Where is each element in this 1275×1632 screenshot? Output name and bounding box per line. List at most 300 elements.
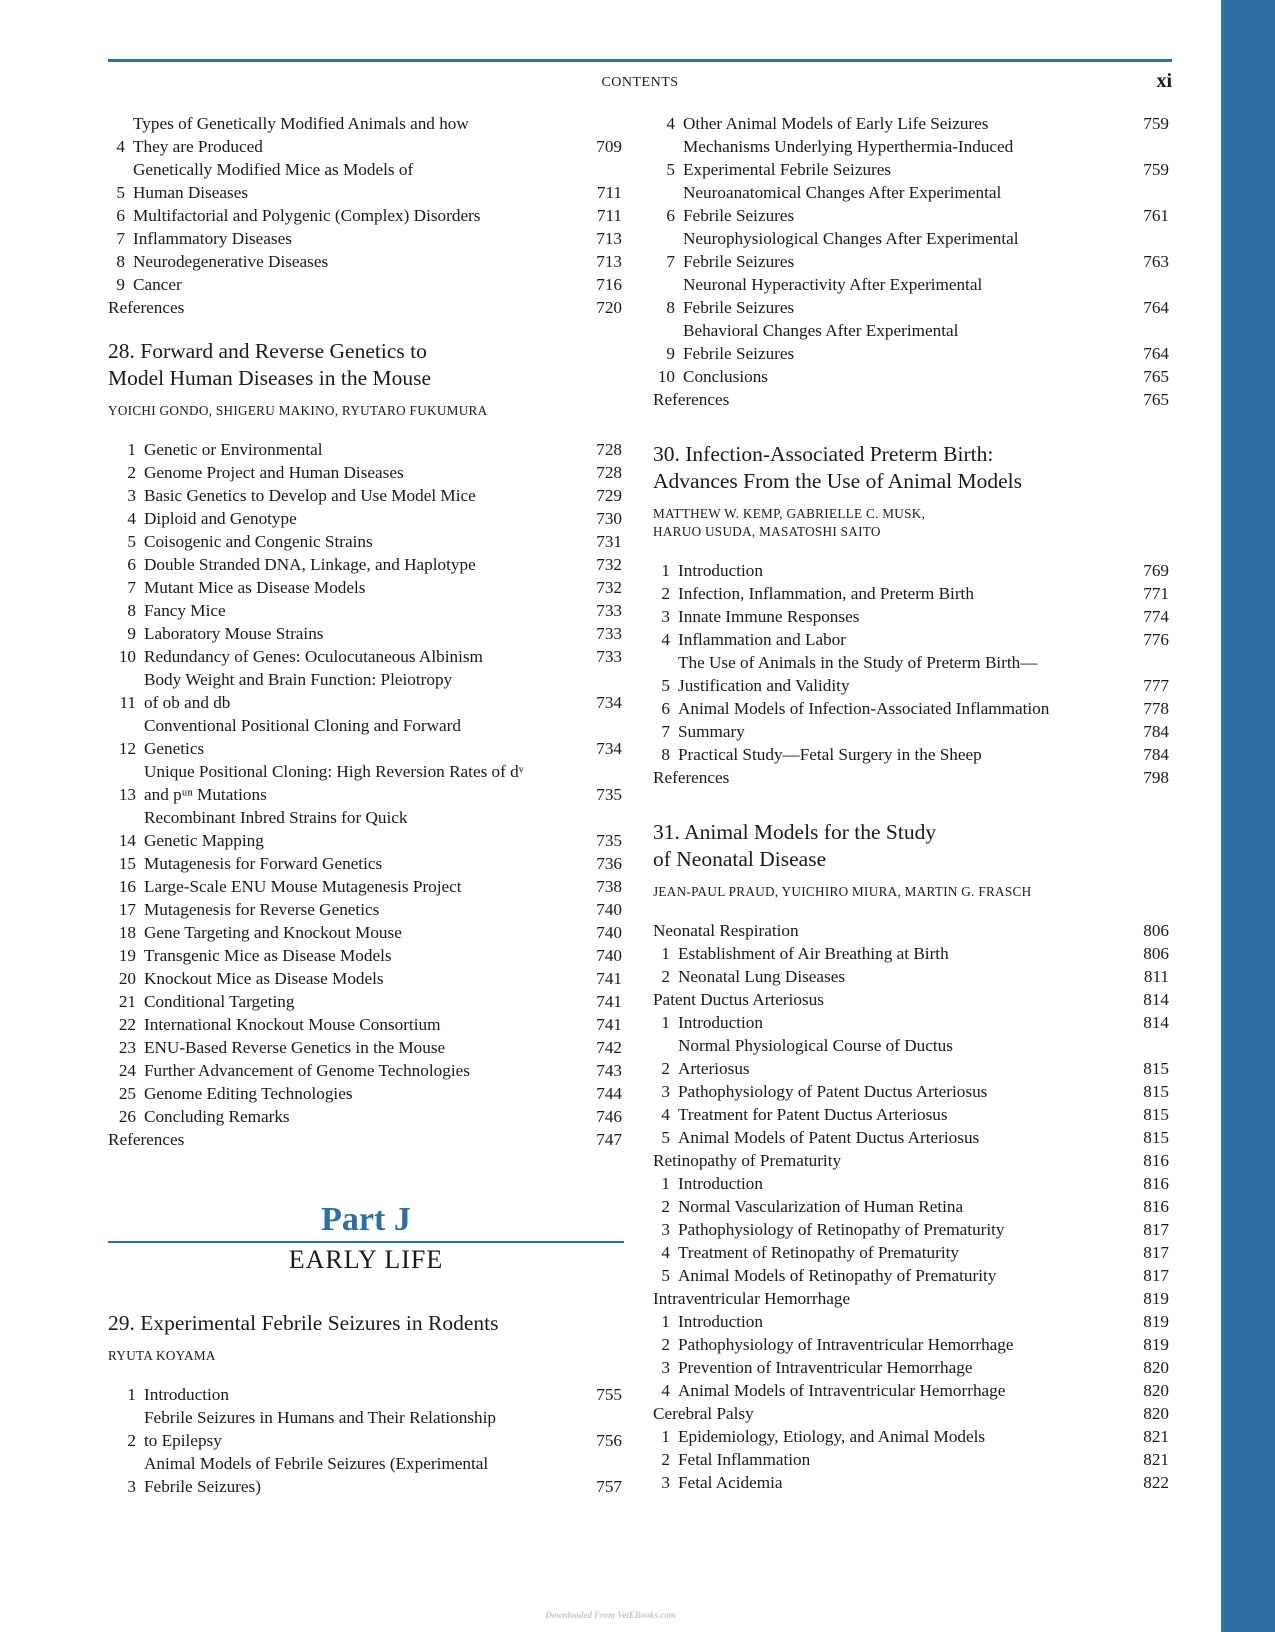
entry-title bbox=[678, 1011, 1129, 1034]
entry-number: 4 bbox=[666, 114, 675, 133]
toc-entry[interactable] bbox=[108, 1082, 622, 1105]
toc-entry[interactable] bbox=[653, 1126, 1169, 1149]
toc-entry[interactable] bbox=[108, 1036, 622, 1059]
section-heading-page: 819 bbox=[1143, 1289, 1169, 1308]
entry-title bbox=[144, 967, 582, 990]
references-label: References bbox=[108, 1130, 185, 1149]
entry-number: 1 bbox=[661, 1312, 670, 1331]
entry-title-line: Animal Models of Retinopathy of Prematurity bbox=[678, 1266, 997, 1285]
toc-entry[interactable] bbox=[108, 227, 622, 250]
entry-number: 3 bbox=[661, 1220, 670, 1239]
entry-number: 3 bbox=[661, 1358, 670, 1377]
toc-entry[interactable] bbox=[653, 1218, 1169, 1241]
entry-title bbox=[144, 898, 582, 921]
entry-page: 740 bbox=[596, 946, 622, 965]
entry-title-line: Transgenic Mice as Disease Models bbox=[144, 946, 392, 965]
toc-entry[interactable] bbox=[653, 628, 1169, 651]
entry-title bbox=[144, 1059, 582, 1082]
entry-title-line: Introduction bbox=[678, 1174, 763, 1193]
toc-entry[interactable] bbox=[108, 1383, 622, 1406]
toc-entry[interactable] bbox=[108, 484, 622, 507]
entry-number: 5 bbox=[127, 532, 136, 551]
entry-page: 764 bbox=[1143, 298, 1169, 317]
toc-entry[interactable] bbox=[653, 1356, 1169, 1379]
entry-title bbox=[678, 1310, 1129, 1333]
entry-title bbox=[678, 559, 1129, 582]
section-heading[interactable] bbox=[653, 1402, 1169, 1425]
references-label: References bbox=[108, 298, 185, 317]
entry-title bbox=[678, 1356, 1129, 1379]
toc-entry[interactable] bbox=[653, 651, 1169, 697]
entry-title-line: Cancer bbox=[133, 275, 182, 294]
toc-entry[interactable] bbox=[108, 553, 622, 576]
toc-entry[interactable] bbox=[108, 622, 622, 645]
entry-title-line: Concluding Remarks bbox=[144, 1107, 290, 1126]
entry-title-line: Animal Models of Patent Ductus Arteriosus bbox=[678, 1128, 980, 1147]
toc-entry[interactable] bbox=[653, 1011, 1169, 1034]
entry-title-line: Neuronal Hyperactivity After Experimental bbox=[683, 275, 983, 294]
entry-title-line: Genetics bbox=[144, 739, 205, 758]
entry-title-line: Mutant Mice as Disease Models bbox=[144, 578, 366, 597]
entry-number: 7 bbox=[661, 722, 670, 741]
toc-entry[interactable] bbox=[108, 921, 622, 944]
entry-title-line: International Knockout Mouse Consortium bbox=[144, 1015, 441, 1034]
entry-title-line: Animal Models of Febrile Seizures (Experimental bbox=[144, 1454, 489, 1473]
entry-title bbox=[683, 181, 1129, 227]
toc-entry[interactable] bbox=[108, 507, 622, 530]
entry-page: 741 bbox=[596, 969, 622, 988]
toc-entry[interactable] bbox=[108, 1406, 622, 1452]
entry-page: 771 bbox=[1143, 584, 1169, 603]
references-entry[interactable] bbox=[653, 388, 1169, 411]
entry-page: 819 bbox=[1143, 1312, 1169, 1331]
entry-number: 2 bbox=[661, 584, 670, 603]
references-page: 747 bbox=[596, 1130, 622, 1149]
entry-title-line: ENU-Based Reverse Genetics in the Mouse bbox=[144, 1038, 446, 1057]
section-heading-label: Cerebral Palsy bbox=[653, 1404, 754, 1423]
entry-number: 25 bbox=[118, 1084, 136, 1103]
toc-entry[interactable] bbox=[108, 530, 622, 553]
toc-entry[interactable] bbox=[653, 1448, 1169, 1471]
toc-entry[interactable] bbox=[653, 582, 1169, 605]
entry-number: 24 bbox=[118, 1061, 136, 1080]
toc-entry[interactable] bbox=[653, 1379, 1169, 1402]
footer-watermark: Downloaded From VetEBooks.com bbox=[545, 1610, 676, 1620]
spacer bbox=[653, 901, 1169, 919]
entry-number: 6 bbox=[666, 206, 675, 225]
entry-title-line: Normal Vascularization of Human Retina bbox=[678, 1197, 964, 1216]
references-entry[interactable] bbox=[108, 296, 622, 319]
entry-page: 820 bbox=[1143, 1358, 1169, 1377]
entry-title-line: Coisogenic and Congenic Strains bbox=[144, 532, 373, 551]
entry-page: 822 bbox=[1143, 1473, 1169, 1492]
section-heading[interactable] bbox=[653, 919, 1169, 942]
toc-entry[interactable] bbox=[108, 1105, 622, 1128]
entry-number: 1 bbox=[661, 944, 670, 963]
entry-title bbox=[678, 1448, 1129, 1471]
entry-page: 711 bbox=[596, 183, 622, 202]
section-heading-page: 820 bbox=[1143, 1404, 1169, 1423]
entry-title-line: Febrile Seizures bbox=[683, 252, 795, 271]
entry-title bbox=[144, 576, 582, 599]
entry-title-line: Diploid and Genotype bbox=[144, 509, 297, 528]
toc-entry[interactable] bbox=[653, 605, 1169, 628]
entry-title bbox=[144, 530, 582, 553]
spacer bbox=[653, 411, 1169, 441]
entry-title-line: Mutagenesis for Forward Genetics bbox=[144, 854, 383, 873]
entry-title-line: Febrile Seizures in Humans and Their Relationship bbox=[144, 1408, 496, 1427]
entry-title-line: Genetic Mapping bbox=[144, 831, 264, 850]
entry-number: 22 bbox=[118, 1015, 136, 1034]
toc-entry[interactable] bbox=[108, 1013, 622, 1036]
entry-page: 811 bbox=[1143, 967, 1169, 986]
entry-title bbox=[678, 651, 1129, 697]
toc-entry[interactable] bbox=[108, 158, 622, 204]
toc-entry[interactable] bbox=[108, 806, 622, 852]
chapter-title bbox=[108, 338, 622, 392]
toc-entry[interactable] bbox=[653, 1241, 1169, 1264]
entry-title bbox=[678, 605, 1129, 628]
toc-entry[interactable] bbox=[108, 112, 622, 158]
entry-title-line: Laboratory Mouse Strains bbox=[144, 624, 324, 643]
entry-page: 743 bbox=[596, 1061, 622, 1080]
entry-number: 2 bbox=[661, 1335, 670, 1354]
chapter-title-line: Model Human Diseases in the Mouse bbox=[108, 366, 432, 390]
entry-number: 2 bbox=[127, 1431, 136, 1450]
entry-number: 1 bbox=[661, 1013, 670, 1032]
entry-title bbox=[678, 1034, 1129, 1080]
toc-entry[interactable] bbox=[653, 135, 1169, 181]
entry-page: 755 bbox=[596, 1385, 622, 1404]
toc-entry[interactable] bbox=[653, 365, 1169, 388]
entry-title-line: Neurophysiological Changes After Experimental bbox=[683, 229, 1019, 248]
entry-title bbox=[144, 1082, 582, 1105]
toc-entry[interactable] bbox=[108, 250, 622, 273]
toc-entry[interactable] bbox=[108, 438, 622, 461]
toc-entry[interactable] bbox=[108, 1059, 622, 1082]
entry-title bbox=[683, 273, 1129, 319]
entry-page: 713 bbox=[596, 252, 622, 271]
references-label: References bbox=[653, 768, 730, 787]
entry-number: 5 bbox=[661, 1128, 670, 1147]
references-page: 765 bbox=[1143, 390, 1169, 409]
entry-page: 740 bbox=[596, 923, 622, 942]
toc-entry[interactable] bbox=[108, 645, 622, 668]
entry-title bbox=[678, 1379, 1129, 1402]
entry-title-line: Febrile Seizures bbox=[683, 298, 795, 317]
toc-entry[interactable] bbox=[653, 227, 1169, 273]
chapter-authors: RYUTA KOYAMA bbox=[108, 1348, 216, 1363]
chapter-authors: YOICHI GONDO, SHIGERU MAKINO, RYUTARO FUKUMURA bbox=[108, 403, 488, 418]
section-heading-page: 806 bbox=[1143, 921, 1169, 940]
chapter-title-line: 30. Infection-Associated Preterm Birth: bbox=[653, 442, 994, 466]
entry-title-line: Practical Study—Fetal Surgery in the Sheep bbox=[678, 745, 982, 764]
entry-title-line: of ob and db bbox=[144, 693, 231, 712]
references-page: 720 bbox=[596, 298, 622, 317]
toc-entry[interactable] bbox=[108, 944, 622, 967]
spacer bbox=[108, 1277, 622, 1310]
section-heading-label: Neonatal Respiration bbox=[653, 921, 799, 940]
entry-number: 5 bbox=[666, 160, 675, 179]
toc-entry[interactable] bbox=[653, 720, 1169, 743]
section-heading-label: Intraventricular Hemorrhage bbox=[653, 1289, 851, 1308]
section-heading[interactable] bbox=[653, 1287, 1169, 1310]
toc-entry[interactable] bbox=[108, 990, 622, 1013]
entry-number: 17 bbox=[118, 900, 136, 919]
entry-page: 733 bbox=[596, 601, 622, 620]
entry-title-line: Summary bbox=[678, 722, 745, 741]
toc-entry[interactable] bbox=[653, 559, 1169, 582]
entry-number: 3 bbox=[661, 1082, 670, 1101]
entry-title-line: Introduction bbox=[144, 1385, 229, 1404]
entry-page: 731 bbox=[596, 532, 622, 551]
toc-entry[interactable] bbox=[108, 576, 622, 599]
toc-entry[interactable] bbox=[108, 204, 622, 227]
references-entry[interactable] bbox=[108, 1128, 622, 1151]
entry-title bbox=[678, 1172, 1129, 1195]
toc-entry[interactable] bbox=[108, 898, 622, 921]
toc-entry[interactable] bbox=[108, 273, 622, 296]
entry-title bbox=[144, 645, 582, 668]
section-heading-label: Patent Ductus Arteriosus bbox=[653, 990, 824, 1009]
toc-entry[interactable] bbox=[653, 965, 1169, 988]
toc-entry[interactable] bbox=[108, 967, 622, 990]
entry-title-line: and pᵘⁿ Mutations bbox=[144, 785, 267, 804]
entry-title-line: Unique Positional Cloning: High Reversion Rates of dᵛ bbox=[144, 762, 524, 781]
entry-number: 1 bbox=[127, 440, 136, 459]
entry-title bbox=[144, 1406, 582, 1452]
entry-title-line: Pathophysiology of Intraventricular Hemorrhage bbox=[678, 1335, 1014, 1354]
entry-page: 821 bbox=[1143, 1427, 1169, 1446]
chapter-title bbox=[653, 819, 1169, 873]
toc-entry[interactable] bbox=[653, 1425, 1169, 1448]
entry-page: 733 bbox=[596, 647, 622, 666]
toc-entry[interactable] bbox=[653, 1172, 1169, 1195]
entry-number: 2 bbox=[661, 1197, 670, 1216]
entry-number: 14 bbox=[118, 831, 136, 850]
entry-title-line: Genetically Modified Mice as Models of bbox=[133, 160, 414, 179]
entry-title-line: Arteriosus bbox=[678, 1059, 750, 1078]
entry-title-line: Fetal Inflammation bbox=[678, 1450, 811, 1469]
entry-page: 784 bbox=[1143, 745, 1169, 764]
entry-page: 761 bbox=[1143, 206, 1169, 225]
toc-entry[interactable] bbox=[108, 461, 622, 484]
toc-entry[interactable] bbox=[108, 599, 622, 622]
entry-title bbox=[678, 1333, 1129, 1356]
part-subtitle: EARLY LIFE bbox=[288, 1245, 444, 1274]
section-heading[interactable] bbox=[653, 988, 1169, 1011]
entry-title bbox=[144, 1013, 582, 1036]
entry-page: 734 bbox=[596, 693, 622, 712]
chapter-authors: JEAN-PAUL PRAUD, YUICHIRO MIURA, MARTIN G. FRASCH bbox=[653, 884, 1032, 899]
entry-page: 817 bbox=[1143, 1266, 1169, 1285]
page-edge-bar bbox=[1221, 0, 1275, 1632]
entry-page: 736 bbox=[596, 854, 622, 873]
entry-title-line: Mutagenesis for Reverse Genetics bbox=[144, 900, 380, 919]
entry-number: 2 bbox=[127, 463, 136, 482]
entry-page: 728 bbox=[596, 440, 622, 459]
entry-title-line: Fancy Mice bbox=[144, 601, 226, 620]
entry-page: 740 bbox=[596, 900, 622, 919]
entry-number: 18 bbox=[118, 923, 136, 942]
entry-title-line: Human Diseases bbox=[133, 183, 249, 202]
toc-entry[interactable] bbox=[653, 1310, 1169, 1333]
entry-title-line: Justification and Validity bbox=[678, 676, 850, 695]
toc-entry[interactable] bbox=[108, 714, 622, 760]
entry-number: 8 bbox=[661, 745, 670, 764]
toc-entry[interactable] bbox=[653, 942, 1169, 965]
entry-title-line: Redundancy of Genes: Oculocutaneous Albinism bbox=[144, 647, 483, 666]
chapter-title-line: of Neonatal Disease bbox=[653, 847, 827, 871]
entry-title bbox=[678, 942, 1129, 965]
entry-number: 7 bbox=[666, 252, 675, 271]
entry-page: 756 bbox=[596, 1431, 622, 1450]
entry-page: 709 bbox=[596, 137, 622, 156]
entry-page: 734 bbox=[596, 739, 622, 758]
entry-page: 741 bbox=[596, 1015, 622, 1034]
entry-title bbox=[133, 250, 582, 273]
entry-title-line: Pathophysiology of Patent Ductus Arteriosus bbox=[678, 1082, 988, 1101]
toc-entry[interactable] bbox=[108, 852, 622, 875]
entry-title bbox=[144, 760, 582, 806]
entry-title bbox=[683, 365, 1129, 388]
entry-title-line: Febrile Seizures) bbox=[144, 1477, 261, 1496]
entry-title-line: They are Produced bbox=[133, 137, 263, 156]
entry-title bbox=[144, 990, 582, 1013]
left-column bbox=[108, 112, 622, 1498]
toc-entry[interactable] bbox=[108, 875, 622, 898]
entry-page: 759 bbox=[1143, 160, 1169, 179]
entry-number: 23 bbox=[118, 1038, 136, 1057]
entry-title-line: Experimental Febrile Seizures bbox=[683, 160, 892, 179]
entry-page: 744 bbox=[596, 1084, 622, 1103]
entry-title-line: Epidemiology, Etiology, and Animal Models bbox=[678, 1427, 986, 1446]
page-number: xi bbox=[1156, 70, 1172, 92]
entry-number: 21 bbox=[118, 992, 136, 1011]
spacer bbox=[108, 1365, 622, 1383]
entry-title bbox=[678, 697, 1129, 720]
entry-title bbox=[144, 1452, 582, 1498]
entry-page: 757 bbox=[596, 1477, 622, 1496]
entry-title-line: Neurodegenerative Diseases bbox=[133, 252, 329, 271]
entry-number: 8 bbox=[116, 252, 125, 271]
entry-title-line: Animal Models of Infection-Associated Inflammation bbox=[678, 699, 1050, 718]
entry-page: 741 bbox=[596, 992, 622, 1011]
toc-entry[interactable] bbox=[108, 760, 622, 806]
entry-page: 733 bbox=[596, 624, 622, 643]
entry-page: 746 bbox=[596, 1107, 622, 1126]
entry-title-line: Double Stranded DNA, Linkage, and Haplotype bbox=[144, 555, 476, 574]
entry-title-line: Further Advancement of Genome Technologies bbox=[144, 1061, 470, 1080]
entry-title-line: Body Weight and Brain Function: Pleiotropy bbox=[144, 670, 453, 689]
part-label: Part J bbox=[321, 1201, 411, 1238]
toc-entry[interactable] bbox=[653, 1195, 1169, 1218]
entry-title bbox=[144, 1036, 582, 1059]
entry-number: 8 bbox=[666, 298, 675, 317]
entry-title bbox=[144, 714, 582, 760]
entry-title-line: Prevention of Intraventricular Hemorrhage bbox=[678, 1358, 973, 1377]
entry-page: 815 bbox=[1143, 1105, 1169, 1124]
toc-entry[interactable] bbox=[653, 112, 1169, 135]
entry-number: 1 bbox=[661, 1174, 670, 1193]
entry-title bbox=[144, 622, 582, 645]
entry-title-line: Treatment for Patent Ductus Arteriosus bbox=[678, 1105, 948, 1124]
entry-title bbox=[678, 628, 1129, 651]
entry-number: 9 bbox=[116, 275, 125, 294]
toc-entry[interactable] bbox=[653, 1103, 1169, 1126]
entry-title-line: Introduction bbox=[678, 561, 763, 580]
toc-entry[interactable] bbox=[653, 697, 1169, 720]
entry-page: 820 bbox=[1143, 1381, 1169, 1400]
entry-title bbox=[144, 668, 582, 714]
entry-title-line: Febrile Seizures bbox=[683, 206, 795, 225]
entry-page: 819 bbox=[1143, 1335, 1169, 1354]
entry-title bbox=[678, 1264, 1129, 1287]
references-entry[interactable] bbox=[653, 766, 1169, 789]
toc-entry[interactable] bbox=[653, 319, 1169, 365]
spacer bbox=[108, 420, 622, 438]
entry-title-line: Infection, Inflammation, and Preterm Birth bbox=[678, 584, 974, 603]
entry-number: 26 bbox=[118, 1107, 136, 1126]
toc-entry[interactable] bbox=[653, 1264, 1169, 1287]
chapter-authors-line: HARUO USUDA, MASATOSHI SAITO bbox=[653, 524, 881, 539]
entry-page: 728 bbox=[596, 463, 622, 482]
toc-entry[interactable] bbox=[653, 1034, 1169, 1080]
entry-title-line: Animal Models of Intraventricular Hemorrhage bbox=[678, 1381, 1006, 1400]
entry-title bbox=[683, 135, 1129, 181]
entry-number: 7 bbox=[116, 229, 125, 248]
toc-entry[interactable] bbox=[653, 1333, 1169, 1356]
section-heading[interactable] bbox=[653, 1149, 1169, 1172]
references-page: 798 bbox=[1143, 768, 1169, 787]
entry-title bbox=[144, 507, 582, 530]
entry-page: 774 bbox=[1143, 607, 1169, 626]
entry-page: 817 bbox=[1143, 1243, 1169, 1262]
entry-title-line: Large-Scale ENU Mouse Mutagenesis Project bbox=[144, 877, 462, 896]
entry-title-line: Genome Project and Human Diseases bbox=[144, 463, 404, 482]
entry-title-line: Knockout Mice as Disease Models bbox=[144, 969, 384, 988]
entry-title bbox=[133, 158, 582, 204]
entry-title-line: Types of Genetically Modified Animals and how bbox=[133, 114, 469, 133]
entry-number: 5 bbox=[661, 676, 670, 695]
toc-entry[interactable] bbox=[653, 743, 1169, 766]
entry-number: 4 bbox=[661, 1105, 670, 1124]
toc-entry[interactable] bbox=[653, 1080, 1169, 1103]
toc-entry[interactable] bbox=[653, 181, 1169, 227]
entry-page: 732 bbox=[596, 555, 622, 574]
entry-title bbox=[133, 227, 582, 250]
entry-number: 10 bbox=[657, 367, 675, 386]
entry-page: 776 bbox=[1143, 630, 1169, 649]
entry-number: 9 bbox=[666, 344, 675, 363]
entry-title bbox=[678, 1103, 1129, 1126]
entry-number: 4 bbox=[127, 509, 136, 528]
entry-page: 784 bbox=[1143, 722, 1169, 741]
entry-title bbox=[678, 1218, 1129, 1241]
entry-title bbox=[678, 720, 1129, 743]
toc-entry[interactable] bbox=[653, 1471, 1169, 1494]
toc-entry[interactable] bbox=[653, 273, 1169, 319]
toc-entry[interactable] bbox=[108, 668, 622, 714]
entry-title-line: Recombinant Inbred Strains for Quick bbox=[144, 808, 408, 827]
chapter-title-line: Advances From the Use of Animal Models bbox=[653, 469, 1023, 493]
entry-title-line: Behavioral Changes After Experimental bbox=[683, 321, 959, 340]
entry-page: 729 bbox=[596, 486, 622, 505]
toc-entry[interactable] bbox=[108, 1452, 622, 1498]
entry-title bbox=[144, 806, 582, 852]
entry-title-line: The Use of Animals in the Study of Preterm Birth— bbox=[678, 653, 1038, 672]
entry-number: 1 bbox=[661, 1427, 670, 1446]
